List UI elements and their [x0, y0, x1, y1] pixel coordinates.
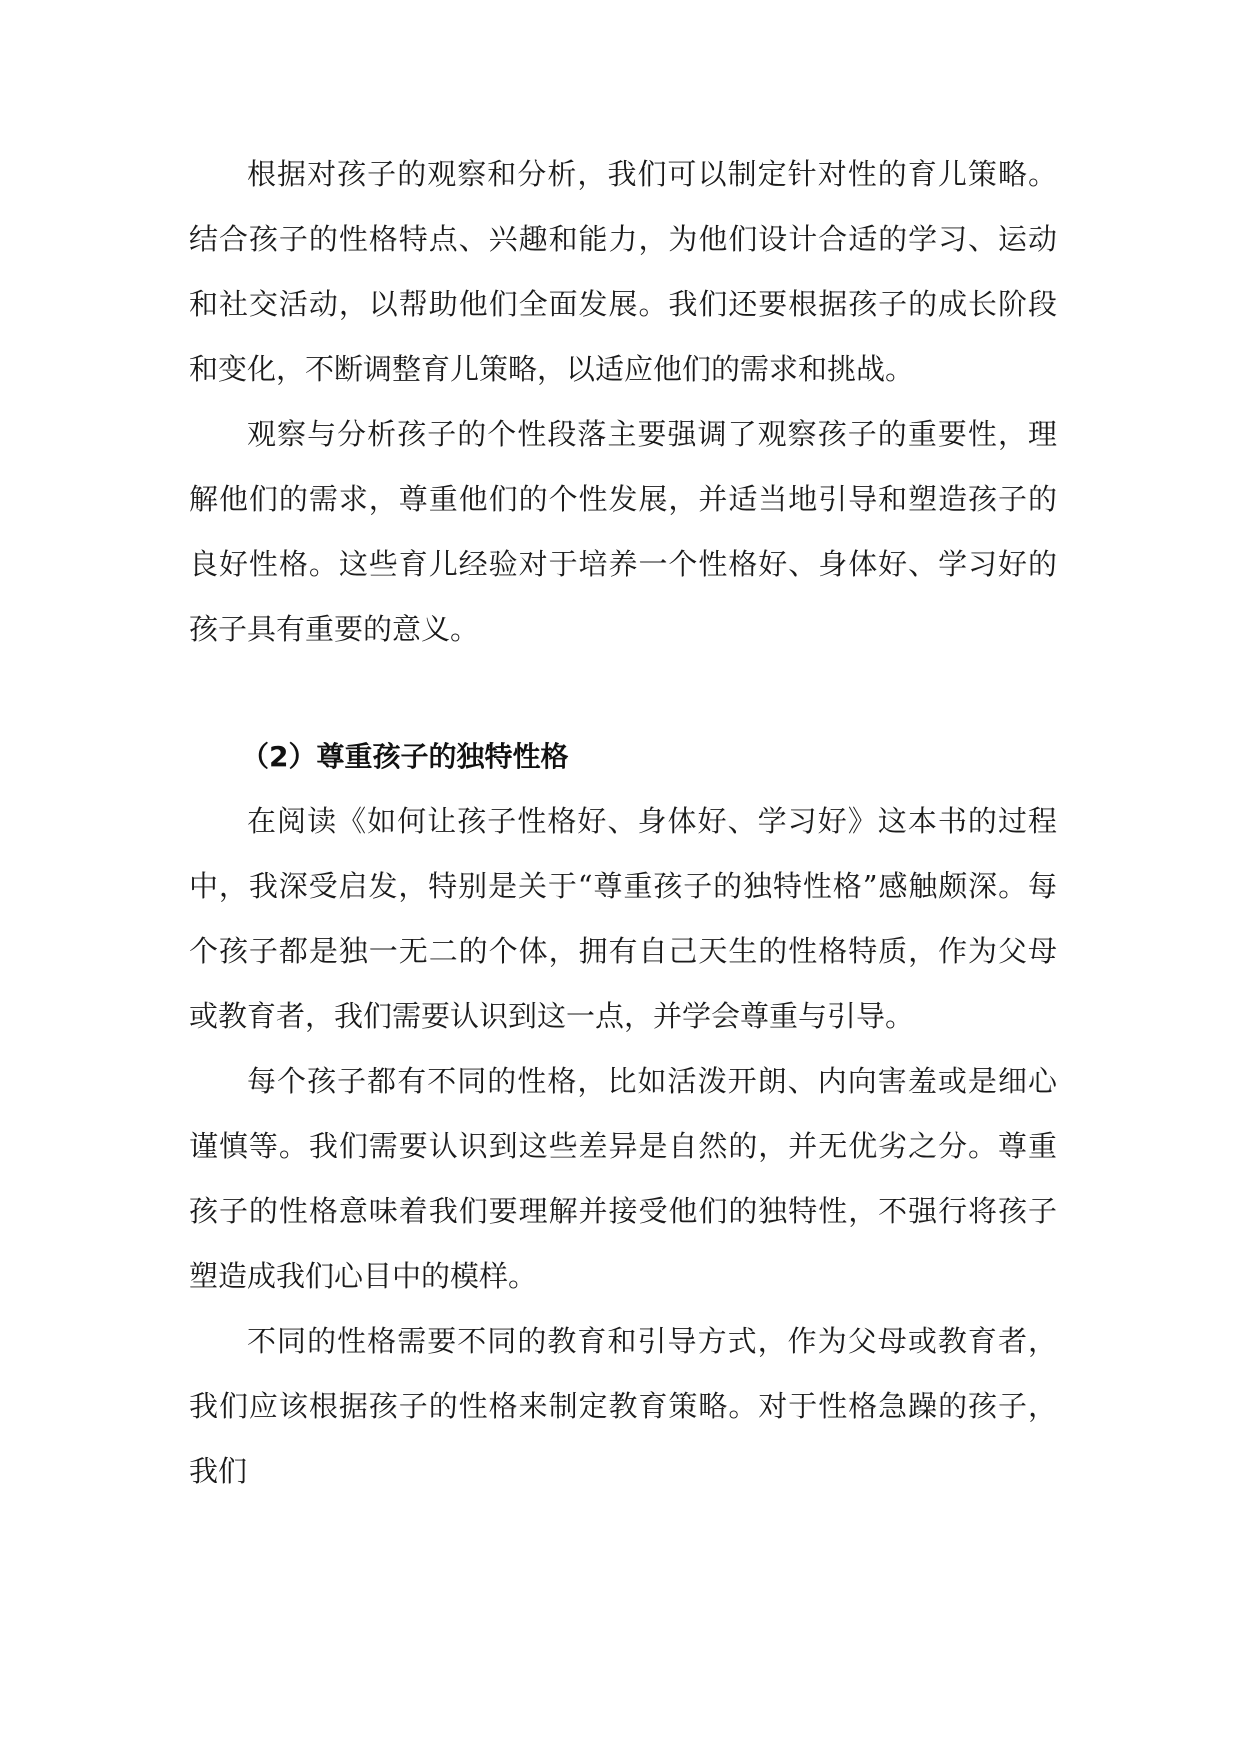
- paragraph: 根据对孩子的观察和分析，我们可以制定针对性的育儿策略。结合孩子的性格特点、兴趣和能力，为他们设计合适的学习、运动和社交活动，以帮助他们全面发展。我们还要根据孩子的成长阶段和变化，不断调整育儿策略，以适应他们的需求和挑战。: [189, 157, 1057, 386]
- section-heading: （2）尊重孩子的独特性格: [241, 740, 569, 773]
- document-body: [189, 142, 1057, 1504]
- paragraph: 不同的性格需要不同的教育和引导方式，作为父母或教育者，我们应该根据孩子的性格来制定教育策略。对于性格急躁的孩子，我们: [189, 1324, 1057, 1488]
- paragraph: 在阅读《如何让孩子性格好、身体好、学习好》这本书的过程中，我深受启发，特别是关于“尊重孩子的独特性格”感触颇深。每个孩子都是独一无二的个体，拥有自己天生的性格特质，作为父母或教育者，我们需要认识到这一点，并学会尊重与引导。: [189, 804, 1057, 1033]
- paragraph: 每个孩子都有不同的性格，比如活泼开朗、内向害羞或是细心谨慎等。我们需要认识到这些差异是自然的，并无优劣之分。尊重孩子的性格意味着我们要理解并接受他们的独特性，不强行将孩子塑造成我们心目中的模样。: [189, 1064, 1057, 1293]
- section-spacer: [189, 662, 1057, 692]
- paragraph: 观察与分析孩子的个性段落主要强调了观察孩子的重要性，理解他们的需求，尊重他们的个性发展，并适当地引导和塑造孩子的良好性格。这些育儿经验对于培养一个性格好、身体好、学习好的孩子具有重要的意义。: [189, 417, 1057, 646]
